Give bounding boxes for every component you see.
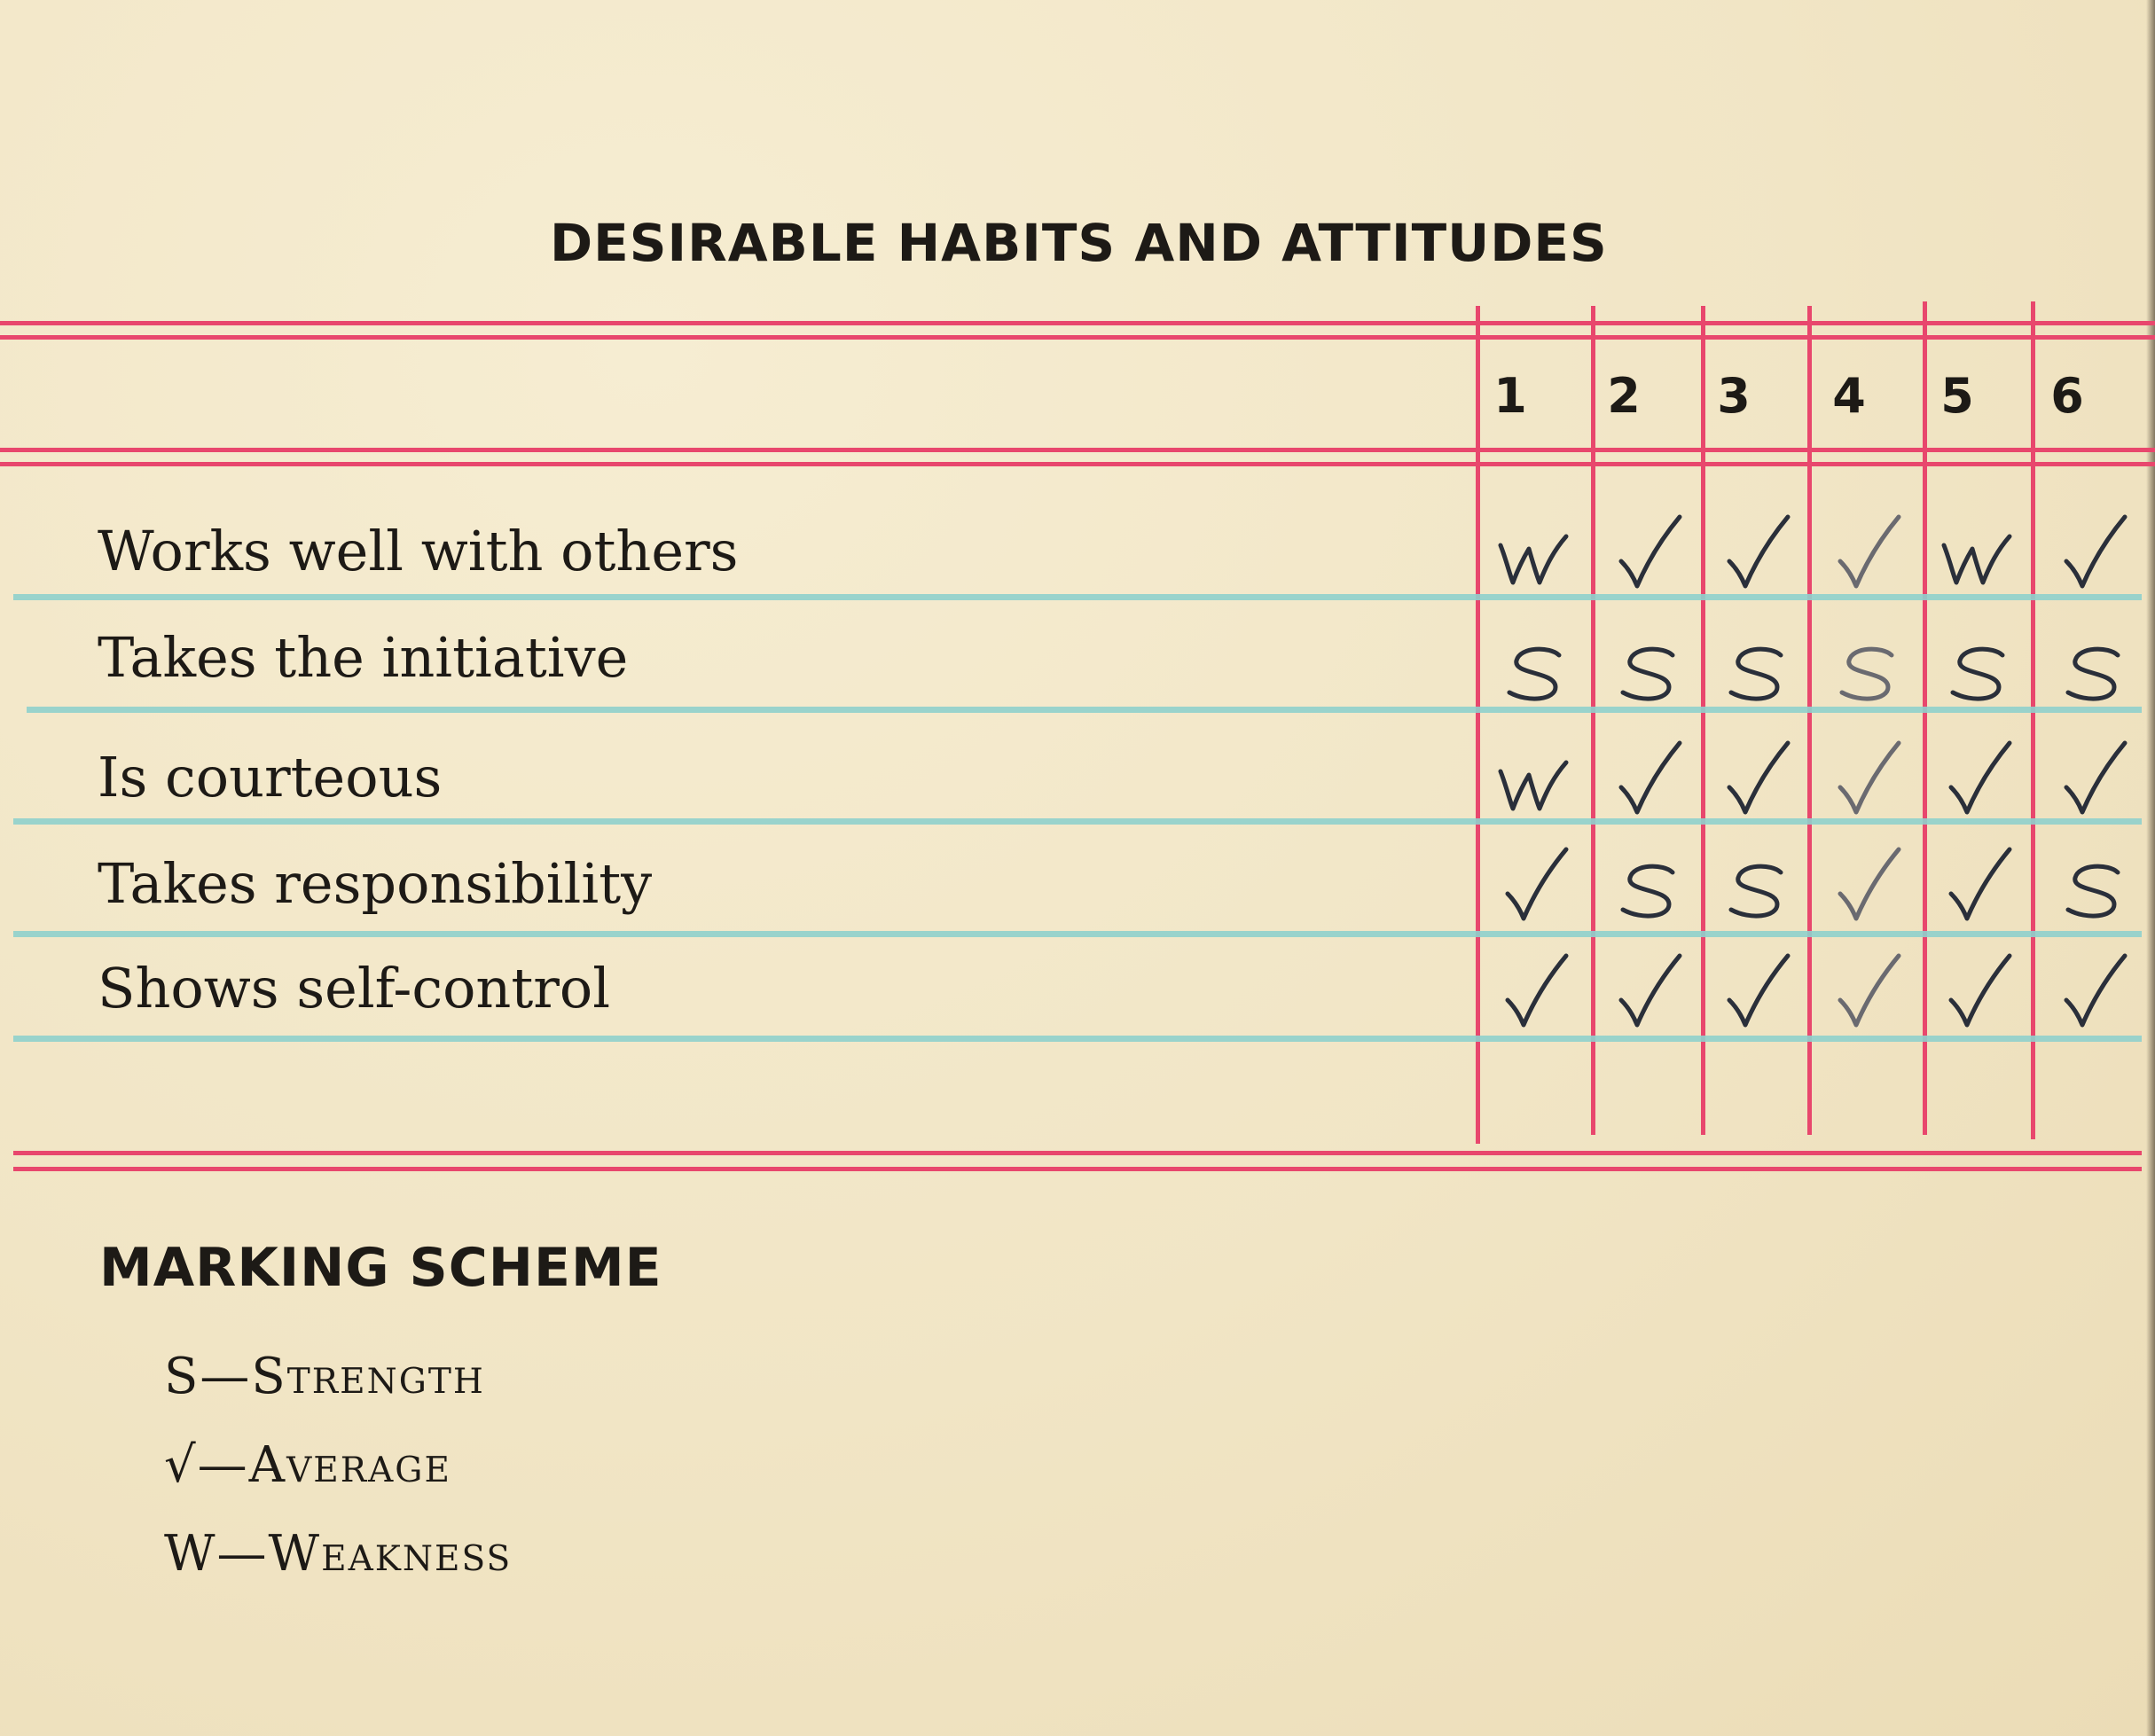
average-check-icon [2049, 510, 2137, 598]
average-check-icon [2049, 949, 2137, 1037]
grade-mark [1481, 944, 1587, 1042]
legend-weakness: W—Weakness [164, 1525, 513, 1583]
grade-mark [2040, 838, 2146, 935]
grade-mark [1595, 505, 1701, 603]
weakness-mark [1490, 510, 1579, 598]
strength-mark [1712, 625, 1800, 714]
bottom-rule-2 [13, 1167, 2142, 1171]
trait-label: Takes the initiative [98, 625, 629, 690]
average-check-icon [1822, 736, 1911, 825]
weakness-mark [1933, 510, 2022, 598]
average-check-icon [1603, 736, 1692, 825]
top-rule-2 [0, 335, 2155, 340]
average-check-icon [1490, 949, 1579, 1037]
column-header: 2 [1607, 368, 1641, 424]
average-check-icon [1822, 842, 1911, 931]
grade-mark [1595, 731, 1701, 829]
strength-mark [2049, 842, 2137, 931]
column-header: 1 [1493, 368, 1527, 424]
grade-mark [2040, 621, 2146, 718]
column-divider [2031, 301, 2035, 1139]
grade-mark [2040, 731, 2146, 829]
strength-mark [1603, 625, 1692, 714]
trait-label: Is courteous [98, 745, 443, 809]
grade-mark [1924, 505, 2031, 603]
average-check-icon [1603, 510, 1692, 598]
average-check-icon [1712, 949, 1800, 1037]
grade-mark [1481, 731, 1587, 829]
grade-mark [1703, 838, 1809, 935]
grade-mark [1481, 621, 1587, 718]
page-title: DESIRABLE HABITS AND ATTITUDES [550, 213, 1608, 273]
grade-mark [1703, 621, 1809, 718]
strength-mark [1603, 842, 1692, 931]
grade-mark [1481, 838, 1587, 935]
header-rule-1 [0, 448, 2155, 452]
strength-mark [1490, 625, 1579, 714]
trait-label: Shows self-control [98, 956, 611, 1020]
grade-mark [1814, 944, 1920, 1042]
average-check-icon [1822, 949, 1911, 1037]
average-check-icon [1933, 949, 2022, 1037]
strength-mark [1822, 625, 1911, 714]
average-check-icon [1933, 736, 2022, 825]
trait-label: Works well with others [98, 519, 739, 583]
trait-label: Takes responsibility [98, 851, 653, 916]
grade-mark [1814, 731, 1920, 829]
average-check-icon [2049, 736, 2137, 825]
top-rule-1 [0, 321, 2155, 325]
weakness-mark [1490, 736, 1579, 825]
grade-mark [1703, 944, 1809, 1042]
grade-mark [1924, 944, 2031, 1042]
grade-mark [1924, 621, 2031, 718]
average-check-icon [1490, 842, 1579, 931]
column-divider [1476, 306, 1480, 1144]
column-header: 4 [1832, 368, 1866, 424]
marking-scheme-title: MARKING SCHEME [99, 1237, 662, 1299]
grade-mark [1703, 505, 1809, 603]
grade-mark [2040, 944, 2146, 1042]
grade-mark [1814, 838, 1920, 935]
grade-mark [1924, 731, 2031, 829]
grade-mark [1595, 621, 1701, 718]
grade-mark [2040, 505, 2146, 603]
grade-mark [1481, 505, 1587, 603]
grade-mark [1595, 944, 1701, 1042]
grade-mark [1595, 838, 1701, 935]
strength-mark [1712, 842, 1800, 931]
grade-mark [1703, 731, 1809, 829]
legend-strength: S—Strength [164, 1348, 485, 1405]
grade-mark [1814, 505, 1920, 603]
average-check-icon [1712, 510, 1800, 598]
average-check-icon [1933, 842, 2022, 931]
column-header: 3 [1717, 368, 1751, 424]
average-check-icon [1603, 949, 1692, 1037]
bottom-rule-1 [13, 1151, 2142, 1155]
legend-average: √—Average [164, 1436, 451, 1494]
header-rule-2 [0, 462, 2155, 466]
strength-mark [2049, 625, 2137, 714]
column-header: 5 [1940, 368, 1974, 424]
column-header: 6 [2050, 368, 2084, 424]
page-edge-shadow [2146, 0, 2155, 1736]
average-check-icon [1712, 736, 1800, 825]
grade-mark [1924, 838, 2031, 935]
average-check-icon [1822, 510, 1911, 598]
strength-mark [1933, 625, 2022, 714]
grade-mark [1814, 621, 1920, 718]
